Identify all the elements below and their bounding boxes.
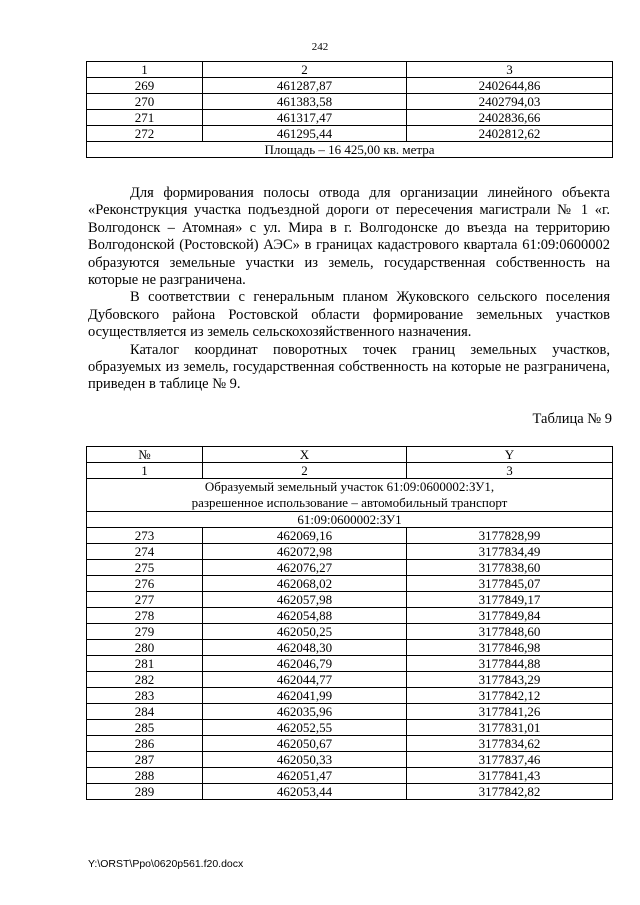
coord-x: 462035,96 bbox=[203, 704, 407, 720]
paragraph: Каталог координат поворотных точек границ земельных участков, образуемых из земель, государственная собственность на которые не разграничена, приведен в таблице № 9. bbox=[88, 341, 610, 393]
point-number: 280 bbox=[87, 640, 203, 656]
coord-x: 462054,88 bbox=[203, 608, 407, 624]
table-row bbox=[87, 640, 613, 656]
coord-x: 462050,67 bbox=[203, 736, 407, 752]
point-number: 278 bbox=[87, 608, 203, 624]
coord-y: 2402794,03 bbox=[407, 94, 613, 110]
table-row bbox=[87, 592, 613, 608]
coord-x: 462044,77 bbox=[203, 672, 407, 688]
table-row bbox=[87, 736, 613, 752]
coord-y: 3177841,43 bbox=[407, 768, 613, 784]
point-number: 283 bbox=[87, 688, 203, 704]
group-id-row bbox=[87, 512, 613, 528]
coord-x: 462050,33 bbox=[203, 752, 407, 768]
paragraph: Для формирования полосы отвода для организации линейного объекта «Реконструкция участка подъездной дороги от пересечения магистрали № 1 «г. Волгодонск – Атомная» с ул. Мира в г. Волгодонске до въезда на территорию Волгодонской (Ростовской) АЭС» в границах кадастрового квартала 61:09:0600002 образуются земельные участки из земель, государственная собственность на которые не разграничена. bbox=[88, 185, 610, 289]
table-header-row bbox=[87, 62, 613, 78]
point-number: 270 bbox=[87, 94, 203, 110]
coord-x: 462051,47 bbox=[203, 768, 407, 784]
coord-y: 3177841,26 bbox=[407, 704, 613, 720]
coord-x: 462069,16 bbox=[203, 528, 407, 544]
coord-y: 2402836,66 bbox=[407, 110, 613, 126]
numbering-row bbox=[87, 463, 613, 479]
coord-x: 461383,58 bbox=[203, 94, 407, 110]
body-text bbox=[88, 185, 610, 394]
coord-x: 462072,98 bbox=[203, 544, 407, 560]
point-number: 288 bbox=[87, 768, 203, 784]
area-row bbox=[87, 142, 613, 158]
coord-x: 462052,55 bbox=[203, 720, 407, 736]
area-total: Площадь – 16 425,00 кв. метра bbox=[87, 142, 613, 158]
table-row bbox=[87, 110, 613, 126]
coord-x: 461295,44 bbox=[203, 126, 407, 142]
point-number: 282 bbox=[87, 672, 203, 688]
coord-y: 3177849,84 bbox=[407, 608, 613, 624]
coord-x: 462050,25 bbox=[203, 624, 407, 640]
coord-y: 2402812,62 bbox=[407, 126, 613, 142]
group-title-row bbox=[87, 479, 613, 512]
column-number: 2 bbox=[203, 62, 407, 78]
point-number: 284 bbox=[87, 704, 203, 720]
point-number: 289 bbox=[87, 784, 203, 800]
table-row bbox=[87, 672, 613, 688]
land-plot-id: 61:09:0600002:ЗУ1 bbox=[87, 512, 613, 528]
coordinates-table-9 bbox=[86, 446, 613, 800]
point-number: 279 bbox=[87, 624, 203, 640]
coord-x: 462068,02 bbox=[203, 576, 407, 592]
column-number: 3 bbox=[407, 463, 613, 479]
coord-x: 462041,99 bbox=[203, 688, 407, 704]
table-row bbox=[87, 126, 613, 142]
land-plot-title bbox=[87, 479, 613, 512]
point-number: 273 bbox=[87, 528, 203, 544]
table-row bbox=[87, 94, 613, 110]
coord-y: 3177843,29 bbox=[407, 672, 613, 688]
footer-file-path: Y:\ORST\Ppo\0620p561.f20.docx bbox=[88, 858, 244, 870]
table-row bbox=[87, 78, 613, 94]
coord-y: 3177846,98 bbox=[407, 640, 613, 656]
point-number: 271 bbox=[87, 110, 203, 126]
coord-y: 3177831,01 bbox=[407, 720, 613, 736]
column-number: 3 bbox=[407, 62, 613, 78]
paragraph: В соответствии с генеральным планом Жуковского сельского поселения Дубовского района Ростовской области формирование земельных участков осуществляется из земель сельскохозяйственного назначения. bbox=[88, 289, 610, 341]
coord-y: 2402644,86 bbox=[407, 78, 613, 94]
column-number: 1 bbox=[87, 62, 203, 78]
table-row bbox=[87, 544, 613, 560]
point-number: 276 bbox=[87, 576, 203, 592]
table-caption: Таблица № 9 bbox=[532, 411, 612, 427]
coord-y: 3177849,17 bbox=[407, 592, 613, 608]
coord-y: 3177845,07 bbox=[407, 576, 613, 592]
point-number: 286 bbox=[87, 736, 203, 752]
table-row bbox=[87, 784, 613, 800]
coord-x: 462046,79 bbox=[203, 656, 407, 672]
table-row bbox=[87, 720, 613, 736]
point-number: 272 bbox=[87, 126, 203, 142]
point-number: 285 bbox=[87, 720, 203, 736]
coord-x: 461317,47 bbox=[203, 110, 407, 126]
coord-y: 3177837,46 bbox=[407, 752, 613, 768]
table-row bbox=[87, 608, 613, 624]
table-row bbox=[87, 656, 613, 672]
coord-x: 462053,44 bbox=[203, 784, 407, 800]
coord-y: 3177834,62 bbox=[407, 736, 613, 752]
point-number: 281 bbox=[87, 656, 203, 672]
column-number: 2 bbox=[203, 463, 407, 479]
point-number: 287 bbox=[87, 752, 203, 768]
coord-x: 462048,30 bbox=[203, 640, 407, 656]
table-row bbox=[87, 528, 613, 544]
header-x: X bbox=[203, 447, 407, 463]
land-plot-title-line: Образуемый земельный участок 61:09:0600002:ЗУ1, bbox=[204, 479, 495, 494]
table-row bbox=[87, 560, 613, 576]
table-row bbox=[87, 752, 613, 768]
table-row bbox=[87, 688, 613, 704]
coord-x: 462057,98 bbox=[203, 592, 407, 608]
coord-y: 3177848,60 bbox=[407, 624, 613, 640]
coord-y: 3177838,60 bbox=[407, 560, 613, 576]
point-number: 277 bbox=[87, 592, 203, 608]
coord-y: 3177842,12 bbox=[407, 688, 613, 704]
point-number: 274 bbox=[87, 544, 203, 560]
coordinates-table-continued bbox=[86, 61, 613, 158]
coord-y: 3177842,82 bbox=[407, 784, 613, 800]
coord-x: 462076,27 bbox=[203, 560, 407, 576]
table-row bbox=[87, 576, 613, 592]
header-y: Y bbox=[407, 447, 613, 463]
table-row bbox=[87, 768, 613, 784]
table-row bbox=[87, 704, 613, 720]
header-no: № bbox=[87, 447, 203, 463]
coord-y: 3177834,49 bbox=[407, 544, 613, 560]
coord-y: 3177844,88 bbox=[407, 656, 613, 672]
coord-y: 3177828,99 bbox=[407, 528, 613, 544]
coord-x: 461287,87 bbox=[203, 78, 407, 94]
page-number: 242 bbox=[311, 41, 329, 53]
point-number: 275 bbox=[87, 560, 203, 576]
table-header-row bbox=[87, 447, 613, 463]
table-row bbox=[87, 624, 613, 640]
land-plot-usage-line: разрешенное использование – автомобильный транспорт bbox=[191, 495, 508, 510]
point-number: 269 bbox=[87, 78, 203, 94]
column-number: 1 bbox=[87, 463, 203, 479]
